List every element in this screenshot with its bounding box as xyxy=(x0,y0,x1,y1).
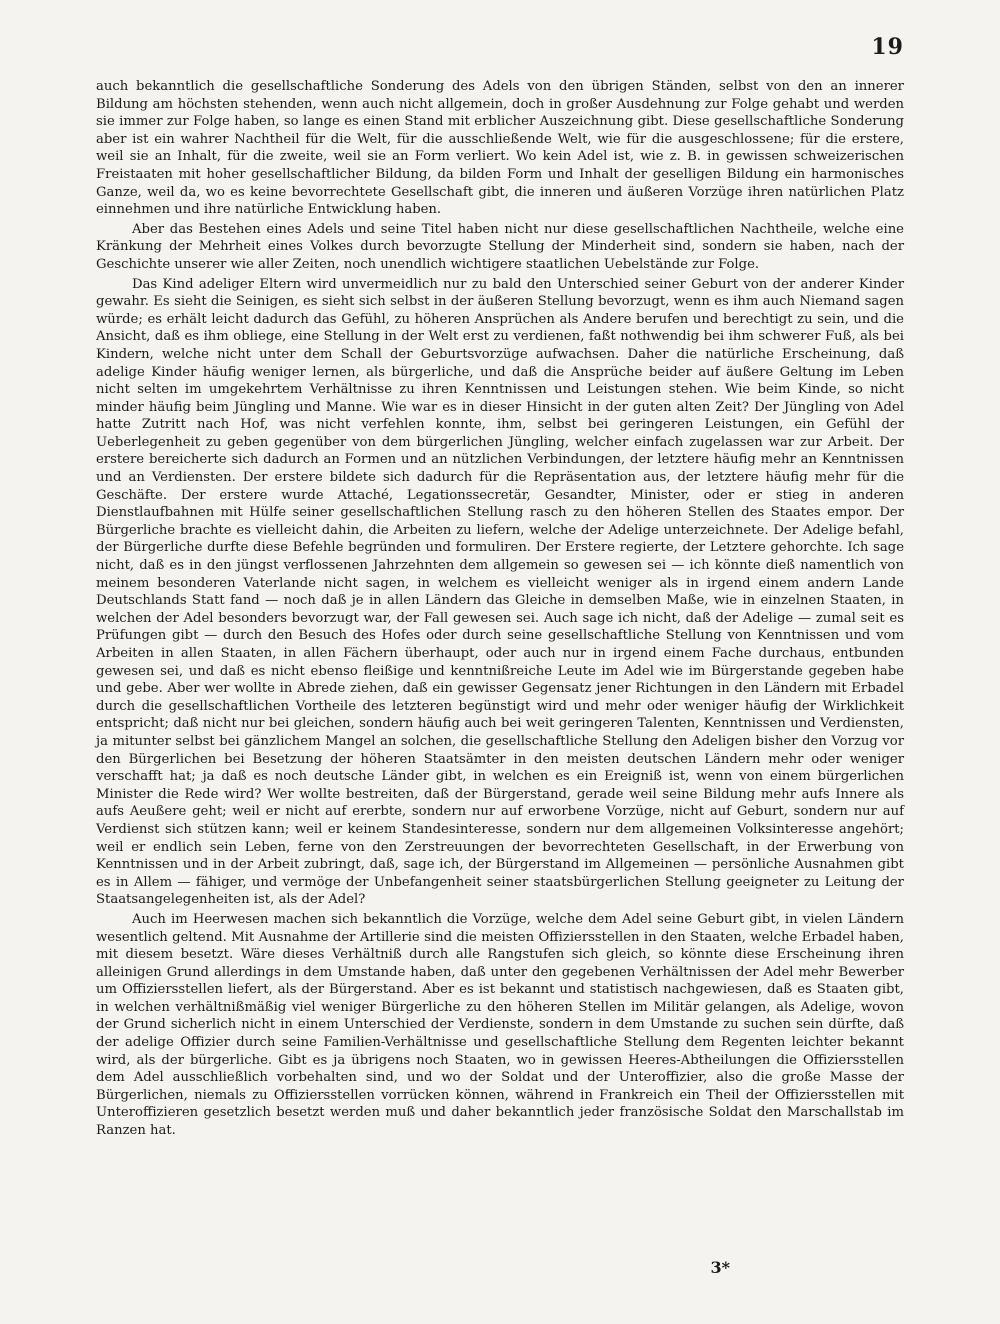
page-number: 19 xyxy=(871,34,904,60)
paragraph: Aber das Bestehen eines Adels und seine Titel haben nicht nur diese gesellschaftlichen Nachtheile, welche eine Kränkung der Mehrheit eines Volkes durch bevorzugte Stellung der Minderheit sind, sondern sie haben, nach der Geschichte unserer wie aller Zeiten, noch unendlich wichtigere staatlichen Uebelstände zur Folge. xyxy=(96,221,904,272)
paragraph: Auch im Heerwesen machen sich bekanntlich die Vorzüge, welche dem Adel seine Geburt gibt, in vielen Ländern wesentlich geltend. Mit Ausnahme der Artillerie sind die meisten Offiziersstellen in den Staaten, welche Erbadel haben, mit diesem besetzt. Wäre dieses Verhältniß durch alle Rangstufen sich gleich, so könnte diese Erscheinung ihren alleinigen Grund allerdings in dem Umstande haben, daß unter den gegebenen Verhältnissen der Adel mehr Bewerber um Offiziersstellen liefert, als der Bürgerstand. Aber es ist bekannt und statistisch nachgewiesen, daß es Staaten gibt, in welchen verhältnißmäßig viel weniger Bürgerliche zu den höheren Stellen im Militär gelangen, als Adelige, wovon der Grund sicherlich nicht in einem Unterschied der Verdienste, sondern in dem Umstande zu suchen sein dürfte, daß der adelige Offizier durch seine Familien-Verhältnisse und gesellschaftliche Stellung dem Regenten leichter bekannt wird, als der bürgerliche. Gibt es ja übrigens noch Staaten, wo in gewissen Heeres-Abtheilungen die Offiziersstellen dem Adel ausschließlich vorbehalten sind, und wo der Soldat und der Unteroffizier, also die große Masse der Bürgerlichen, niemals zu Offiziersstellen vorrücken können, während in Frankreich ein Theil der Offiziersstellen mit Unteroffizieren gesetzlich besetzt werden muß und daher bekanntlich jeder französische Soldat den Marschallstab im Ranzen hat. xyxy=(96,911,904,1139)
paragraph: auch bekanntlich die gesellschaftliche Sonderung des Adels von den übrigen Ständen, selbst von den an innerer Bildung am höchsten stehenden, wenn auch nicht allgemein, doch in großer Ausdehnung zur Folge gehabt und werden sie immer zur Folge haben, so lange es einen Stand mit erblicher Auszeichnung gibt. Diese gesellschaftliche Sonderung aber ist ein wahrer Nachtheil für die Welt, für die ausschließende Welt, wie für die ausgeschlossene; für die erstere, weil sie an Inhalt, für die zweite, weil sie an Form verliert. Wo kein Adel ist, wie z. B. in gewissen schweizerischen Freistaaten mit hoher gesellschaftlicher Bildung, da bilden Form und Inhalt der geselligen Bildung ein harmonisches Ganze, weil da, wo es keine bevorrechtete Gesellschaft gibt, die inneren und äußeren Vorzüge ihren natürlichen Platz einnehmen und ihre natürliche Entwicklung haben. xyxy=(96,79,904,218)
body-text xyxy=(96,78,904,1142)
paragraph: Das Kind adeliger Eltern wird unvermeidlich nur zu bald den Unterschied seiner Geburt von der anderer Kinder gewahr. Es sieht die Seinigen, es sieht sich selbst in der äußeren Stellung bevorzugt, wenn es ihm auch Niemand sagen würde; es erhält leicht dadurch das Gefühl, zu höheren Ansprüchen als Andere berufen und berechtigt zu sein, und die Ansicht, daß es ihm obliege, eine Stellung in der Welt erst zu verdienen, faßt nothwendig bei ihm schwerer Fuß, als bei Kindern, welche nicht unter dem Schall der Geburtsvorzüge aufwachsen. Daher die natürliche Erscheinung, daß adelige Kinder häufig weniger lernen, als bürgerliche, und daß die Ansprüche beider auf äußere Geltung im Leben nicht selten im umgekehrtem Verhältnisse zu ihren Kenntnissen und Leistungen stehen. Wie beim Kinde, so nicht minder häufig beim Jüngling und Manne. Wie war es in dieser Hinsicht in der guten alten Zeit? Der Jüngling von Adel hatte Zutritt nach Hof, was nicht verfehlen konnte, ihm, selbst bei geringeren Leistungen, ein Gefühl der Ueberlegenheit zu geben gegenüber von dem bürgerlichen Jüngling, welcher einfach zugelassen war zur Arbeit. Der erstere bereicherte sich dadurch an Formen und an nützlichen Verbindungen, der letztere häufig mehr an Kenntnissen und an Verdiensten. Der erstere bildete sich dadurch für die Repräsentation aus, der letztere häufig mehr für die Geschäfte. Der erstere wurde Attaché, Legationssecretär, Gesandter, Minister, oder er stieg in anderen Dienstlaufbahnen mit Hülfe seiner gesellschaftlichen Stellung rasch zu den höheren Stellen des Staates empor. Der Bürgerliche brachte es vielleicht dahin, die Arbeiten zu liefern, welche der Adelige unterzeichnete. Der Adelige befahl, der Bürgerliche durfte diese Befehle begründen und formuliren. Der Erstere regierte, der Letztere gehorchte. Ich sage nicht, daß es in den jüngst verflossenen Jahrzehnten dem allgemein so gewesen sei — ich könnte dieß namentlich von meinem besonderen Vaterlande nicht sagen, in welchem es vielleicht weniger als in irgend einem andern Lande Deutschlands Statt fand — noch daß je in allen Ländern das Gleiche in demselben Maße, wie in einzelnen Staaten, in welchen der Adel besonders bevorzugt war, der Fall gewesen sei. Auch sage ich nicht, daß der Adelige — zumal seit es Prüfungen gibt — durch den Besuch des Hofes oder durch seine gesellschaftliche Stellung von Kenntnissen und vom Arbeiten in allen Staaten, in allen Fächern überhaupt, oder auch nur in irgend einem Fache durchaus, entbunden gewesen sei, und daß es nicht ebenso fleißige und kenntnißreiche Leute im Adel wie im Bürgerstande gegeben habe und gebe. Aber wer wollte in Abrede ziehen, daß ein gewisser Gegensatz jener Richtungen in den Ländern mit Erbadel durch die gesellschaftlichen Vortheile des letzteren begünstigt wird und mehr oder weniger häufig der Wirklichkeit entspricht; daß nicht nur bei gleichen, sondern häufig auch bei weit geringeren Talenten, Kenntnissen und Verdiensten, ja mitunter selbst bei gänzlichem Mangel an solchen, die gesellschaftliche Stellung den Adeligen bisher den Vorzug vor den Bürgerlichen bei Besetzung der höheren Staatsämter in den meisten deutschen Ländern mehr oder weniger verschafft hat; ja daß es noch deutsche Länder gibt, in welchen es ein Ereigniß ist, wenn von einem bürgerlichen Minister die Rede wird? Wer wollte bestreiten, daß der Bürgerstand, gerade weil seine Bildung mehr aufs Innere als aufs Aeußere geht; weil er nicht auf ererbte, sondern nur auf erworbene Vorzüge, nicht auf Geburt, sondern nur auf Verdienst sich stützen kann; weil er keinem Standesinteresse, sondern nur dem allgemeinen Volksinteresse angehört; weil er endlich sein Leben, ferne von den Zerstreuungen der bevorrechteten Gesellschaft, in der Erwerbung von Kenntnissen und in der Arbeit zubringt, daß, sage ich, der Bürgerstand im Allgemeinen — persönliche Ausnahmen gibt es in Allem — fähiger, und vermöge der Unbefangenheit seiner staatsbürgerlichen Stellung geeigneter zu Leitung der Staatsangelegenheiten ist, als der Adel? xyxy=(96,276,904,908)
signature-mark: 3* xyxy=(710,1258,730,1277)
